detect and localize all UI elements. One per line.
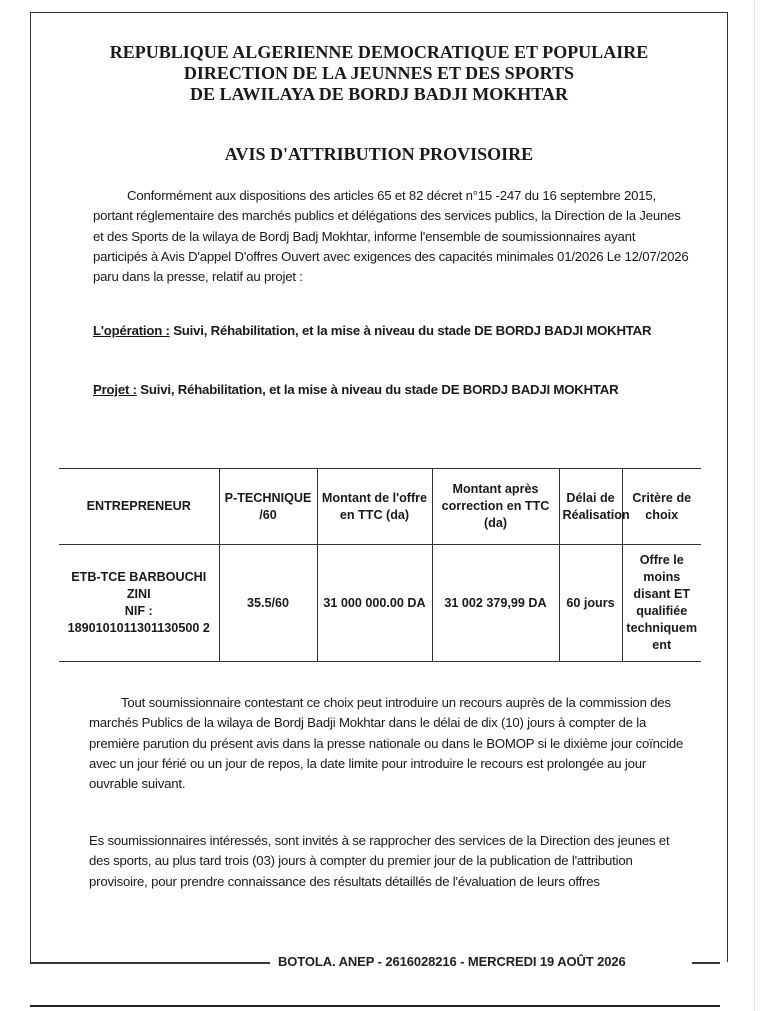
projet-label: Projet :: [93, 382, 137, 397]
recours-paragraph: [89, 693, 693, 794]
projet-section: [93, 380, 693, 400]
col-header-critere: Critère de choix: [622, 469, 701, 545]
publication-footer: BOTOLA. ANEP - 2616028216 - MERCREDI 19 AOÛT 2026: [278, 954, 626, 969]
invites-text: Es soumissionnaires intéressés, sont invités à se rapprocher des services de la Direction des jeunes et des sports, au plus tard trois (03) jours à compter du premier jour de la publication de l'attribution provisoire, pour prendre connaissance des résultats détaillés de l'évaluation de leurs offres: [89, 833, 670, 889]
entrepreneur-nif: 1890101011301130500 2: [67, 621, 210, 635]
col-header-montant-correction: Montant après correction en TTC (da): [432, 469, 559, 545]
cell-montant-offre: 31 000 000.00 DA: [317, 545, 432, 662]
cell-critere: Offre le moins disant ET qualifiée techniquement: [622, 545, 701, 662]
notice-title: AVIS D'ATTRIBUTION PROVISOIRE: [224, 144, 534, 164]
entrepreneur-nif-label: NIF :: [124, 604, 153, 618]
projet-text: Suivi, Réhabilitation, et la mise à niveau du stade DE BORDJ BADJI MOKHTAR: [136, 382, 619, 397]
bottom-rule: [30, 1005, 720, 1007]
header-line-wilaya: DE LAWILAYA DE BORDJ BADJI MOKHTAR: [190, 84, 568, 104]
table-header-row: [59, 469, 701, 545]
operation-label: L'opération :: [93, 323, 170, 338]
col-header-montant-offre: Montant de l'offre en TTC (da): [317, 469, 432, 545]
intro-paragraph: [93, 186, 693, 287]
intro-text: Conformément aux dispositions des articles 65 et 82 décret n°15 -247 du 16 septembre 2015, portant réglementaire des marchés publics et délégations des services publics, la Direction de la Jeunes et des Sports de la wilaya de Bordj Badj Mokhtar, informe l'ensemble de soumissionnaires ayant participés à Avis D'appel D'offres Ouvert avec exigences des capacités minimales 01/2026 Le 12/07/2026 paru dans la presse, relatif au projet :: [93, 188, 689, 285]
cell-ptechnique: 35.5/60: [219, 545, 317, 662]
page-edge-line: [754, 0, 755, 1011]
entrepreneur-name: ETB-TCE BARBOUCHI ZINI: [71, 570, 207, 601]
recours-text: Tout soumissionnaire contestant ce choix peut introduire un recours auprès de la commission des marchés Publics de la wilaya de Bordj Badji Mokhtar dans le délai de dix (10) jours à compter de la première parution du présent avis dans la presse nationale ou dans le BOMOP si le dixième jour coïncide avec un jour férié ou un jour de repos, la date limite pour introduire le recours est prolongée au jour ouvrable suivant.: [89, 695, 684, 792]
col-header-delai: Délai de Réalisation: [559, 469, 622, 545]
table-row: [59, 545, 701, 662]
footer-rule-right: [692, 962, 720, 964]
invites-paragraph: [89, 831, 693, 892]
cell-montant-correction: 31 002 379,99 DA: [432, 545, 559, 662]
operation-section: [93, 321, 693, 341]
footer-rule-left: [30, 962, 270, 964]
cell-delai: 60 jours: [559, 545, 622, 662]
col-header-ptechnique: P-TECHNIQUE /60: [219, 469, 317, 545]
cell-entrepreneur: [59, 545, 219, 662]
document-header: [30, 42, 728, 105]
operation-text: Suivi, Réhabilitation, et la mise à niveau du stade DE BORDJ BADJI MOKHTAR: [169, 323, 652, 338]
header-line-republique: REPUBLIQUE ALGERIENNE DEMOCRATIQUE ET POPULAIRE: [109, 42, 649, 62]
header-line-direction: DIRECTION DE LA JEUNNES ET DES SPORTS: [183, 63, 575, 83]
results-table: [59, 468, 701, 662]
col-header-entrepreneur: ENTREPRENEUR: [59, 469, 219, 545]
